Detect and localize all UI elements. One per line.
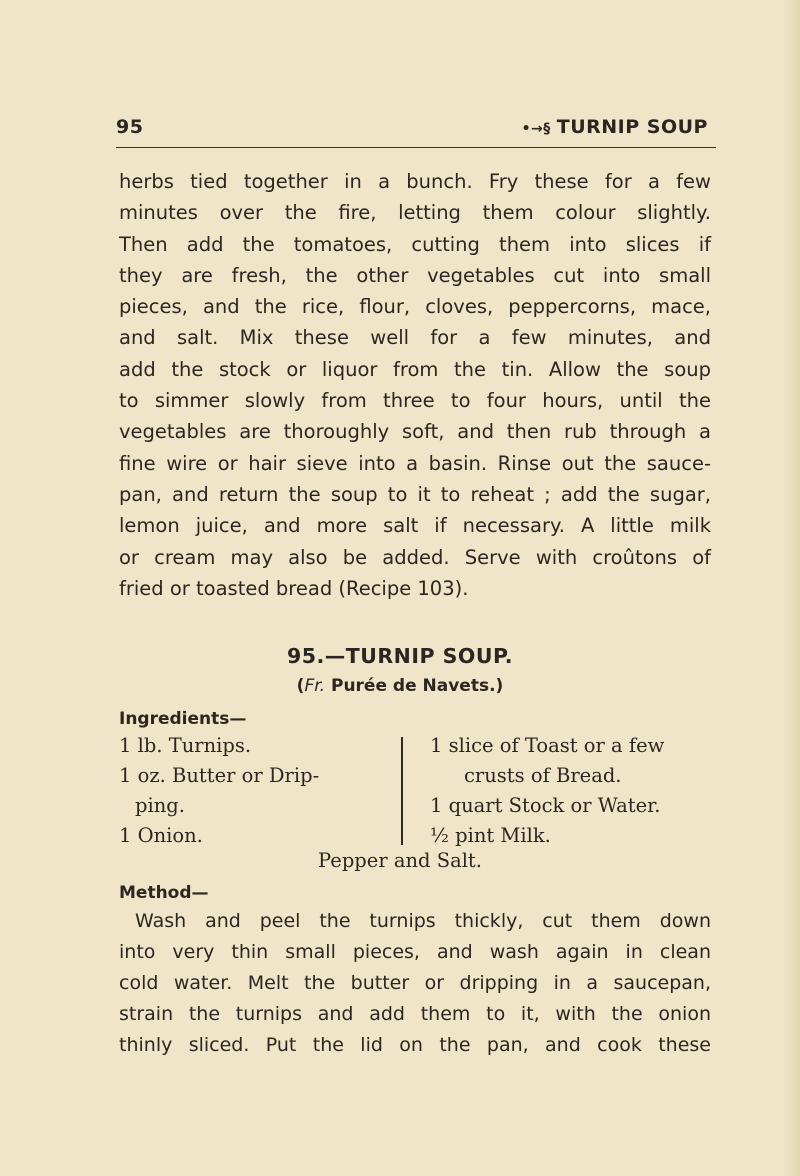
method-line: Wash and peel the turnips thickly, cut them down [135,910,711,932]
method-line: strain the turnips and add them to it, with the onion [119,1003,711,1025]
body-line: fine wire or hair sieve into a basin. Rinse out the sauce- [119,451,711,475]
running-title-text: TURNIP SOUP [556,116,708,138]
method-line: cold water. Melt the butter or dripping in a saucepan, [119,972,711,994]
body-line: lemon juice, and more salt if necessary. A little milk [119,514,711,538]
header-rule [116,147,716,148]
ingredients-right-column [430,731,730,851]
page-edge-shadow [782,0,800,1176]
page-header [116,116,708,138]
body-line: minutes over the fire, letting them colour slightly. [119,201,711,225]
ingredients-footer: Pepper and Salt. [318,849,482,872]
body-line: Then add the tomatoes, cutting them into slices if [119,232,711,256]
body-line: fried or toasted bread (Recipe 103). [119,576,469,600]
ingredient-item: crusts of Bread. [464,764,622,787]
body-line: and salt. Mix these well for a few minutes, and [119,326,711,350]
recipe-sub-prefix: Fr. [304,676,326,696]
ingredients-heading: Ingredients— [119,709,247,729]
ingredient-item: 1 quart Stock or Water. [430,794,661,817]
ingredient-item: 1 oz. Butter or Drip- [119,764,320,787]
ingredient-item: ½ pint Milk. [430,824,551,847]
method-line: thinly sliced. Put the lid on the pan, and cook these [119,1034,711,1056]
method-heading: Method— [119,883,209,903]
body-line: they are fresh, the other vegetables cut into small [119,263,711,287]
recipe-title: 95.—TURNIP SOUP. [286,644,514,668]
body-line: to simmer slowly from three to four hours, until the [119,389,711,413]
ingredient-item: 1 lb. Turnips. [119,734,252,757]
method-paragraph [119,906,711,1061]
method-line: into very thin small pieces, and wash again in clean [119,941,711,963]
body-paragraph [119,166,711,604]
body-line: or cream may also be added. Serve with croûtons of [119,545,711,569]
ingredient-item: 1 slice of Toast or a few [430,734,665,757]
recipe-subtitle: (Fr. Purée de Navets.) [296,676,504,696]
ingredient-item: 1 Onion. [119,824,203,847]
running-title [522,116,708,138]
body-line: vegetables are thoroughly soft, and then rub through a [119,420,711,444]
recipe-sub-text: Purée de Navets. [330,676,496,696]
ingredients-divider [401,737,403,845]
body-line: herbs tied together in a bunch. Fry these for a few [119,170,711,193]
body-line: pan, and return the soup to it to reheat ; add the sugar, [119,482,711,506]
body-line: add the stock or liquor from the tin. Allow the soup [119,357,711,381]
ingredients-left-column [119,731,399,851]
body-line: pieces, and the rice, flour, cloves, peppercorns, mace, [119,295,711,319]
page-number: 95 [116,116,144,138]
ingredient-item: ping. [135,794,185,817]
ornament-icon: •→§ [521,121,551,137]
